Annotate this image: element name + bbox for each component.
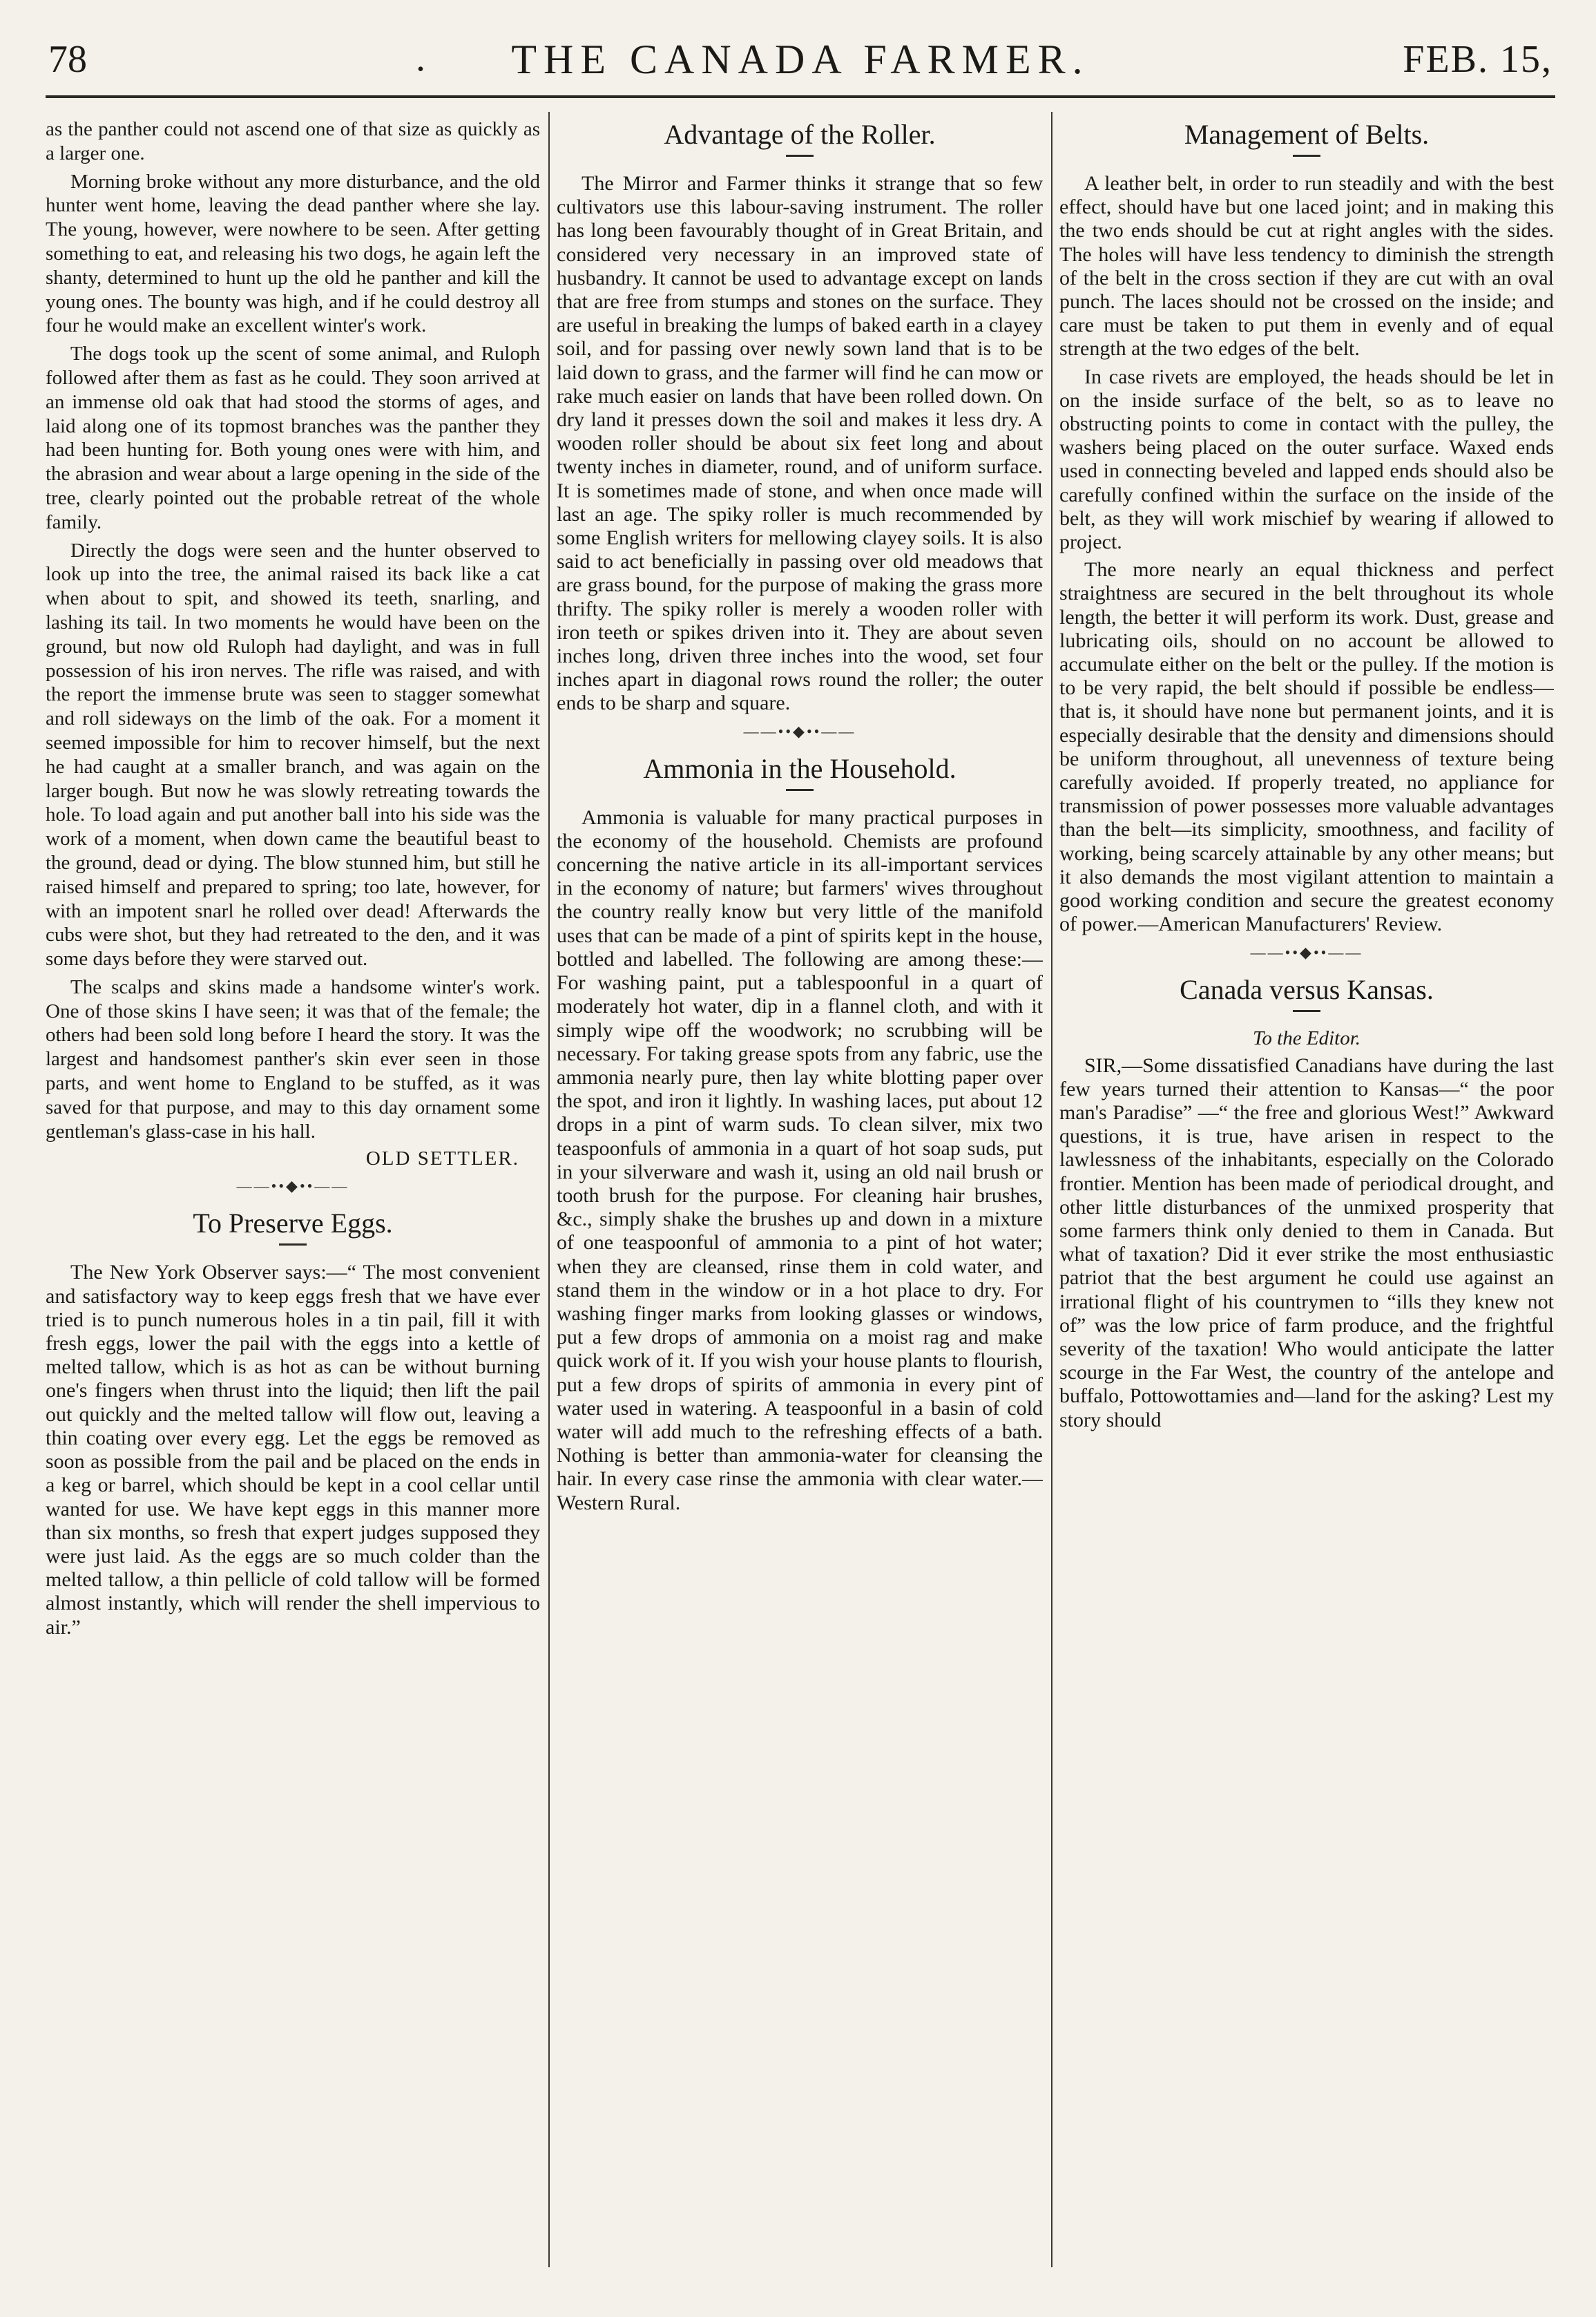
column-2 bbox=[557, 117, 1043, 2266]
panther-paragraph-4: Directly the dogs were seen and the hunter observed to look up into the tree, the animal raised its back like a cat when about to spit, and showed its teeth, snarling, and lashing its tail. In two moments he would have been on the ground, but now old Ruloph had daylight, and was in full possession of his iron nerves. The rifle was raised, and with the report the immense brute was seen to stagger somewhat and roll sideways on the limb of the oak. For a moment it seemed impossible for him to recover himself, but the next he had caught at a smaller branch, and was again on the larger bough. But now he was slowly retreating towards the hole. To load again and put another ball into his side was the work of a moment, when down came the beautiful beast to the ground, dead or dying. The blow stunned him, but still he raised himself and prepared to spring; too late, however, for with an impotent snarl he rolled over dead! Afterwards the cubs were shot, but they had retreated to the den, and it was some days before they were starved out. bbox=[46, 539, 540, 971]
heading-dash bbox=[279, 1243, 307, 1246]
column-1 bbox=[46, 117, 540, 2266]
kansas-paragraph: SIR,—Some dissatisfied Canadians have during the last few years turned their attention to Kansas—“ the poor man's Paradise” —“ the free and glorious West!” Awkward questions, it is true, have arisen in respect to the lawlessness of the inhabitants, especially on the Colorado frontier. Mention has been made of periodical drought, and other little disturbances of the unmixed prosperity that some farmers think only denied to them in Canada. But what of taxation? Did it ever strike the most enthusiastic patriot that the best argument he could use against an irrational flight of his countrymen to “ills they knew not of” was the low price of farm produce, and the frightful severity of the taxation! Who would anticipate the latter scourge in the Far West, the country of the antelope and buffalo, Pottowottamies and—land for the asking? Lest my story should bbox=[1059, 1053, 1554, 1431]
heading-dash bbox=[786, 155, 814, 157]
eggs-paragraph: The New York Observer says:—“ The most convenient and satisfactory way to keep eggs fresh that we have ever tried is to punch numerous holes in a tin pail, fill it with fresh eggs, lower the pail with the eggs into a kettle of melted tallow, which is as hot as can be without burning one's fingers when thrust into the liquid; then lift the pail out quickly and the melted tallow will flow out, leaving a thin coating over every egg. Let the eggs be removed as soon as possible from the pail and be placed on the ends in a keg or barrel, which should be kept in a cool cellar until wanted for use. We have kept eggs in this manner more than six months, so fresh that expert judges supposed they were just laid. As the eggs are so much colder than the melted tallow, a thin pellicle of cold tallow will be formed almost instantly, which will render the shell impervious to air.” bbox=[46, 1261, 540, 1639]
masthead-rule bbox=[46, 95, 1555, 98]
ammonia-heading: Ammonia in the Household. bbox=[643, 752, 956, 784]
masthead-dot: . bbox=[416, 37, 425, 79]
newspaper-page bbox=[46, 21, 1555, 2294]
heading-dash bbox=[1293, 155, 1320, 157]
newspaper-title: THE CANADA FARMER. bbox=[511, 37, 1090, 82]
section-separator: ——••◆••—— bbox=[1250, 943, 1363, 961]
belts-paragraph-3: The more nearly an equal thickness and perfect straightness are secured in the belt throughout its whole length, the better it will perform its work. Dust, grease and lubricating oils, should on no account be allowed to accumulate either on the belt or the pulley. If the motion is to be very rapid, the belt should if possible be endless—that is, it should have none but permanent joints, and it is especially desirable that the density and dimensions should be uniform throughout, all unevenness of texture being carefully avoided. If properly treated, no appliance for transmission of power possesses more valuable advantages than the belt—its simplicity, smoothness, and facility of working, being scarcely attainable by any other means; but it also demands the most vigilant attention to maintain a good working condition and secure the greatest economy of power.—American Manufacturers' Review. bbox=[1059, 558, 1554, 936]
heading-dash bbox=[786, 789, 814, 791]
page-number: 78 bbox=[48, 38, 87, 81]
panther-paragraph-2: Morning broke without any more disturbance, and the old hunter went home, leaving the dead panther where she lay. The young, however, were nowhere to be seen. After getting something to eat, and releasing his two dogs, he again left the shanty, determined to hunt up the old he panther and kill the young ones. The bounty was high, and if he could destroy all four he would make an excellent winter's work. bbox=[46, 170, 540, 337]
roller-paragraph: The Mirror and Farmer thinks it strange that so few cultivators use this labour-saving instrument. The roller has long been favourably thought of in Great Britain, and considered very necessary in an improved state of husbandry. It cannot be used to advantage except on lands that are free from stumps and stones on the surface. They are useful in breaking the lumps of baked earth in a clayey soil, and for passing over newly sown land that is to be laid down to grass, and the farmer will find he can mow or rake much easier on lands that have been rolled down. On dry land it presses down the soil and makes it less dry. A wooden roller should be about six feet long and about twenty inches in diameter, round, and of uniform surface. It is sometimes made of stone, and when once made will last an age. The spiky roller is much recommended by some English writers for mellowing clayey soils. It is also said to act beneficially in passing over old meadows that are grass bound, for the purpose of making the grass more thrifty. The spiky roller is merely a wooden roller with iron teeth or spikes driven into it. They are about seven inches long, driven three inches into the wood, set four inches apart in diagonal rows round the roller; the outer ends to be sharp and square. bbox=[557, 172, 1043, 715]
letter-salutation-heading: To the Editor. bbox=[1252, 1027, 1361, 1049]
ammonia-paragraph: Ammonia is valuable for many practical purposes in the economy of the household. Chemists are profound concerning the native article in its all-important services in the economy of nature; but farmers' wives throughout the country really know but very little of the manifold uses that can be made of a pint of spirits kept in the house, bottled and labelled. The following are among these:—For washing paint, put a tablespoonful in a quart of moderately hot water, dip in a flannel cloth, and with it simply wipe off the woodwork; no scrubbing will be necessary. For taking grease spots from any fabric, use the ammonia nearly pure, then lay white blotting paper over the spot, and iron it lightly. In washing laces, put about 12 drops in a pint of warm suds. To clean silver, mix two teaspoonfuls of ammonia in a quart of hot soap suds, put in your silverware and wash it, using an old nail brush or tooth brush for the purpose. For cleaning hair brushes, &c., simply shake the brushes up and down in a mixture of one teaspoonful of ammonia to a pint of hot water; when they are cleansed, rinse them in cold water, and stand them in the window or in a hot place to dry. For washing finger marks from looking glasses or windows, put a few drops of ammonia on a moist rag and make quick work of it. If you wish your house plants to flourish, put a few drops of spirits of ammonia in every pint of water used in watering. A teaspoonful in a basin of cold water will add much to the refreshing effects of a bath. Nothing is better than ammonia-water for cleansing the hair. In every case rinse the ammonia with clear water.—Western Rural. bbox=[557, 805, 1043, 1514]
section-separator: ——••◆••—— bbox=[743, 722, 856, 740]
kansas-heading: Canada versus Kansas. bbox=[1180, 973, 1434, 1005]
belts-paragraph-2: In case rivets are employed, the heads should be let in on the inside surface of the belt, so as to leave no obstructing points to come in contact with the pulley, the washers being placed on the outer surface. Waxed ends used in connecting beveled and lapped ends should also be carefully confined within the surface on the inside of the belt, as they will work mischief by wearing if allowed to project. bbox=[1059, 365, 1554, 554]
belts-heading: Management of Belts. bbox=[1184, 119, 1430, 150]
issue-date: FEB. 15, bbox=[1403, 38, 1552, 81]
panther-paragraph-3: The dogs took up the scent of some animal, and Ruloph followed after them as fast as he could. They soon arrived at an immense old oak that had stood the storms of ages, and laid along one of its topmost branches was the panther they had been hunting for. Both young ones were with him, and the abrasion and wear about a large opening in the side of the tree, clearly pointed out the probable retreat of the whole family. bbox=[46, 343, 540, 533]
panther-paragraph-5: The scalps and skins made a handsome winter's work. One of those skins I have seen; it was that of the female; the others had been sold long before I heard the story. It was the largest and handsomest panther's skin ever seen in those parts, and went home to England to be stuffed, as it was saved for that purpose, and may to this day ornament some gentleman's glass-case in his hall. bbox=[46, 975, 540, 1143]
author-signature: OLD SETTLER. bbox=[365, 1147, 519, 1170]
eggs-heading: To Preserve Eggs. bbox=[193, 1208, 393, 1239]
heading-dash bbox=[1293, 1010, 1320, 1012]
belts-paragraph-1: A leather belt, in order to run steadily and with the best effect, should have but one laced joint; and in making this the two ends should be cut at right angles with the sides. The holes will have less tendency to diminish the strength of the belt in the cross section if they are cut with an oval punch. The laces should not be crossed on the inside; and care must be taken to put them in evenly and of equal strength at the two edges of the belt. bbox=[1059, 172, 1554, 361]
section-separator: ——••◆••—— bbox=[236, 1177, 349, 1195]
panther-paragraph-1: as the panther could not ascend one of that size as quickly as a larger one. bbox=[46, 118, 540, 164]
column-divider-2 bbox=[1051, 112, 1052, 2267]
column-3 bbox=[1059, 117, 1554, 2266]
roller-heading: Advantage of the Roller. bbox=[664, 119, 936, 150]
column-divider-1 bbox=[548, 112, 550, 2267]
